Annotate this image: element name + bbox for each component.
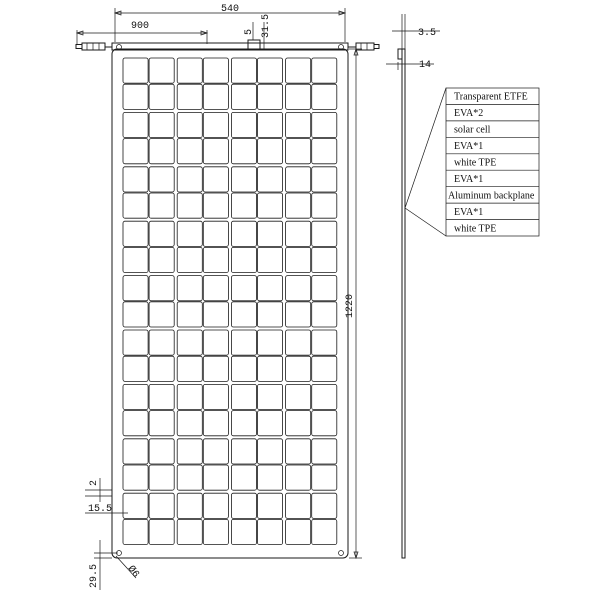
layer-label: Transparent ETFE — [454, 91, 528, 103]
cell-segment — [203, 58, 228, 83]
cell-segment — [231, 302, 256, 327]
cell-segment — [203, 167, 228, 192]
cell-segment — [203, 439, 228, 464]
cell-segment — [286, 84, 311, 109]
layer-label: white TPE — [454, 223, 497, 235]
cell-segment — [286, 247, 311, 272]
cell-segment — [258, 193, 283, 218]
cell-segment — [123, 193, 148, 218]
cell-segment — [149, 465, 174, 490]
cell-segment — [149, 193, 174, 218]
cell-segment — [149, 247, 174, 272]
cell-segment — [149, 112, 174, 137]
dim-height-label: 1220 — [345, 293, 356, 318]
cell-segment — [149, 302, 174, 327]
cell-segment — [258, 493, 283, 518]
cell-segment — [258, 384, 283, 409]
cell-segment — [258, 276, 283, 301]
dim-junction-depth-label: 14 — [419, 60, 432, 71]
left-connector — [82, 43, 105, 50]
left-cable-assembly — [76, 43, 112, 50]
dim-box-label: 31.5 — [261, 13, 272, 38]
cell-segment — [203, 411, 228, 436]
cell-segment — [258, 330, 283, 355]
cell-segment — [123, 330, 148, 355]
cell-segment — [258, 247, 283, 272]
panel-side-view — [386, 14, 440, 558]
cell-segment — [312, 58, 337, 83]
dim-hole-bottom-label: 29.5 — [89, 563, 100, 588]
dimension-cable — [77, 21, 207, 44]
cell-segment — [312, 112, 337, 137]
cell-segment — [286, 356, 311, 381]
cell-segment — [286, 302, 311, 327]
cell-segment — [231, 247, 256, 272]
cell-segment — [149, 167, 174, 192]
cell-segment — [312, 193, 337, 218]
cell-segment — [258, 411, 283, 436]
solar-cell — [286, 276, 337, 327]
cell-segment — [286, 58, 311, 83]
cell-segment — [177, 439, 202, 464]
cell-segment — [177, 112, 202, 137]
cell-grid — [123, 58, 337, 545]
cell-segment — [258, 302, 283, 327]
cell-segment — [123, 276, 148, 301]
solar-cell — [286, 493, 337, 544]
cell-segment — [231, 330, 256, 355]
solar-cell — [231, 221, 282, 272]
cell-segment — [123, 84, 148, 109]
cell-segment — [177, 384, 202, 409]
cell-segment — [203, 493, 228, 518]
cell-segment — [123, 221, 148, 246]
layer-label: white TPE — [454, 157, 497, 169]
cell-segment — [203, 276, 228, 301]
side-junction-box — [398, 49, 402, 59]
cell-segment — [123, 112, 148, 137]
cell-segment — [286, 439, 311, 464]
cell-segment — [231, 465, 256, 490]
cell-segment — [312, 493, 337, 518]
cell-segment — [177, 302, 202, 327]
cell-segment — [203, 384, 228, 409]
dim-hole-diameter-label: Ø6 — [124, 563, 141, 581]
cell-segment — [231, 221, 256, 246]
cell-segment — [312, 519, 337, 544]
cell-segment — [231, 519, 256, 544]
cell-segment — [203, 356, 228, 381]
cell-segment — [123, 384, 148, 409]
cell-segment — [203, 84, 228, 109]
layer-label: EVA*1 — [454, 173, 484, 185]
cell-segment — [149, 330, 174, 355]
cell-segment — [203, 193, 228, 218]
cell-segment — [231, 193, 256, 218]
cell-segment — [149, 411, 174, 436]
cell-segment — [312, 439, 337, 464]
solar-cell — [177, 276, 228, 327]
cell-segment — [312, 247, 337, 272]
cell-segment — [286, 221, 311, 246]
cell-segment — [203, 247, 228, 272]
cell-segment — [123, 465, 148, 490]
solar-cell — [286, 330, 337, 381]
solar-cell — [123, 493, 174, 544]
cell-segment — [177, 465, 202, 490]
cell-segment — [258, 465, 283, 490]
solar-cell — [177, 493, 228, 544]
layer-label: EVA*1 — [454, 206, 484, 218]
cell-segment — [149, 493, 174, 518]
cell-segment — [203, 302, 228, 327]
cell-segment — [286, 139, 311, 164]
cell-segment — [231, 439, 256, 464]
cell-segment — [149, 519, 174, 544]
solar-cell — [123, 439, 174, 490]
cell-segment — [177, 356, 202, 381]
cell-segment — [123, 356, 148, 381]
cell-segment — [286, 465, 311, 490]
cell-segment — [177, 493, 202, 518]
layer-label: Aluminum backplane — [448, 190, 535, 202]
cell-segment — [177, 247, 202, 272]
solar-cell — [231, 384, 282, 435]
mount-hole-bottom-right — [339, 551, 344, 556]
cell-segment — [123, 302, 148, 327]
cell-segment — [231, 384, 256, 409]
cell-segment — [231, 58, 256, 83]
cell-segment — [312, 139, 337, 164]
solar-cell — [231, 493, 282, 544]
cell-segment — [123, 58, 148, 83]
cell-segment — [231, 84, 256, 109]
cell-segment — [312, 330, 337, 355]
side-view-profile — [402, 49, 405, 558]
cell-segment — [203, 139, 228, 164]
cell-segment — [312, 276, 337, 301]
cell-segment — [123, 519, 148, 544]
cell-segment — [123, 247, 148, 272]
cell-segment — [123, 439, 148, 464]
cell-segment — [258, 112, 283, 137]
cell-segment — [177, 221, 202, 246]
cell-segment — [312, 221, 337, 246]
cell-segment — [258, 519, 283, 544]
cell-segment — [149, 221, 174, 246]
cell-segment — [286, 519, 311, 544]
cell-segment — [177, 139, 202, 164]
cell-segment — [286, 112, 311, 137]
cell-segment — [286, 330, 311, 355]
solar-cell — [123, 221, 174, 272]
cell-segment — [149, 58, 174, 83]
solar-cell — [123, 384, 174, 435]
solar-cell — [123, 330, 174, 381]
solar-cell — [286, 167, 337, 218]
dimension-width — [115, 4, 345, 42]
cell-segment — [177, 330, 202, 355]
cell-segment — [286, 384, 311, 409]
solar-cell — [286, 221, 337, 272]
solar-cell — [123, 58, 174, 109]
cell-segment — [231, 356, 256, 381]
cell-segment — [123, 167, 148, 192]
cell-segment — [312, 84, 337, 109]
cell-segment — [149, 84, 174, 109]
dim-thickness-label: 3.5 — [418, 28, 437, 39]
solar-cell — [177, 384, 228, 435]
cell-segment — [286, 167, 311, 192]
right-cable-end — [374, 45, 379, 49]
cell-segment — [149, 276, 174, 301]
left-cable-end — [76, 45, 82, 49]
cell-segment — [203, 112, 228, 137]
cell-segment — [231, 493, 256, 518]
dim-cell-edge-label: 15.5 — [88, 504, 113, 515]
cell-segment — [177, 519, 202, 544]
layer-label: EVA*1 — [454, 141, 484, 153]
cell-segment — [123, 139, 148, 164]
solar-cell — [231, 276, 282, 327]
cell-segment — [312, 302, 337, 327]
cell-segment — [203, 465, 228, 490]
cell-segment — [286, 193, 311, 218]
cell-segment — [312, 411, 337, 436]
cell-segment — [258, 356, 283, 381]
solar-cell — [286, 58, 337, 109]
dim-box-small-label: 5 — [244, 28, 255, 35]
layer-stack-table — [405, 88, 539, 236]
solar-cell — [177, 112, 228, 163]
cell-segment — [177, 276, 202, 301]
cell-segment — [231, 112, 256, 137]
cell-segment — [149, 356, 174, 381]
solar-cell — [231, 439, 282, 490]
cell-segment — [149, 139, 174, 164]
dim-corner-small-label: 2 — [89, 479, 100, 486]
cell-segment — [177, 167, 202, 192]
solar-cell — [177, 58, 228, 109]
cell-segment — [312, 465, 337, 490]
cell-segment — [177, 58, 202, 83]
solar-cell — [177, 167, 228, 218]
cell-segment — [149, 439, 174, 464]
cell-segment — [258, 84, 283, 109]
solar-cell — [177, 330, 228, 381]
cell-segment — [286, 493, 311, 518]
cell-segment — [231, 167, 256, 192]
panel-front-view — [112, 45, 348, 559]
solar-cell — [231, 112, 282, 163]
solar-cell — [177, 221, 228, 272]
cell-segment — [123, 411, 148, 436]
cell-segment — [312, 356, 337, 381]
cell-segment — [231, 276, 256, 301]
cell-segment — [231, 411, 256, 436]
cell-segment — [258, 221, 283, 246]
dim-cable-label: 900 — [130, 21, 150, 32]
solar-cell — [231, 58, 282, 109]
cell-segment — [258, 139, 283, 164]
cell-segment — [177, 411, 202, 436]
cell-segment — [312, 384, 337, 409]
solar-cell — [286, 112, 337, 163]
solar-cell — [286, 439, 337, 490]
dim-width-label: 540 — [220, 4, 240, 15]
cell-segment — [286, 411, 311, 436]
solar-cell — [123, 112, 174, 163]
layer-label: solar cell — [454, 124, 491, 136]
cell-segment — [258, 58, 283, 83]
cell-segment — [177, 84, 202, 109]
cell-segment — [258, 439, 283, 464]
cell-segment — [312, 167, 337, 192]
cell-segment — [203, 330, 228, 355]
solar-cell — [286, 384, 337, 435]
solar-cell — [177, 439, 228, 490]
cell-segment — [203, 221, 228, 246]
cell-segment — [258, 167, 283, 192]
layer-label: EVA*2 — [454, 108, 484, 120]
cell-segment — [123, 493, 148, 518]
solar-cell — [231, 330, 282, 381]
solar-cell — [123, 167, 174, 218]
cell-segment — [203, 519, 228, 544]
layer-rows — [446, 92, 539, 235]
cell-segment — [231, 139, 256, 164]
cell-segment — [177, 193, 202, 218]
solar-cell — [231, 167, 282, 218]
solar-cell — [123, 276, 174, 327]
cell-segment — [286, 276, 311, 301]
cell-segment — [149, 384, 174, 409]
